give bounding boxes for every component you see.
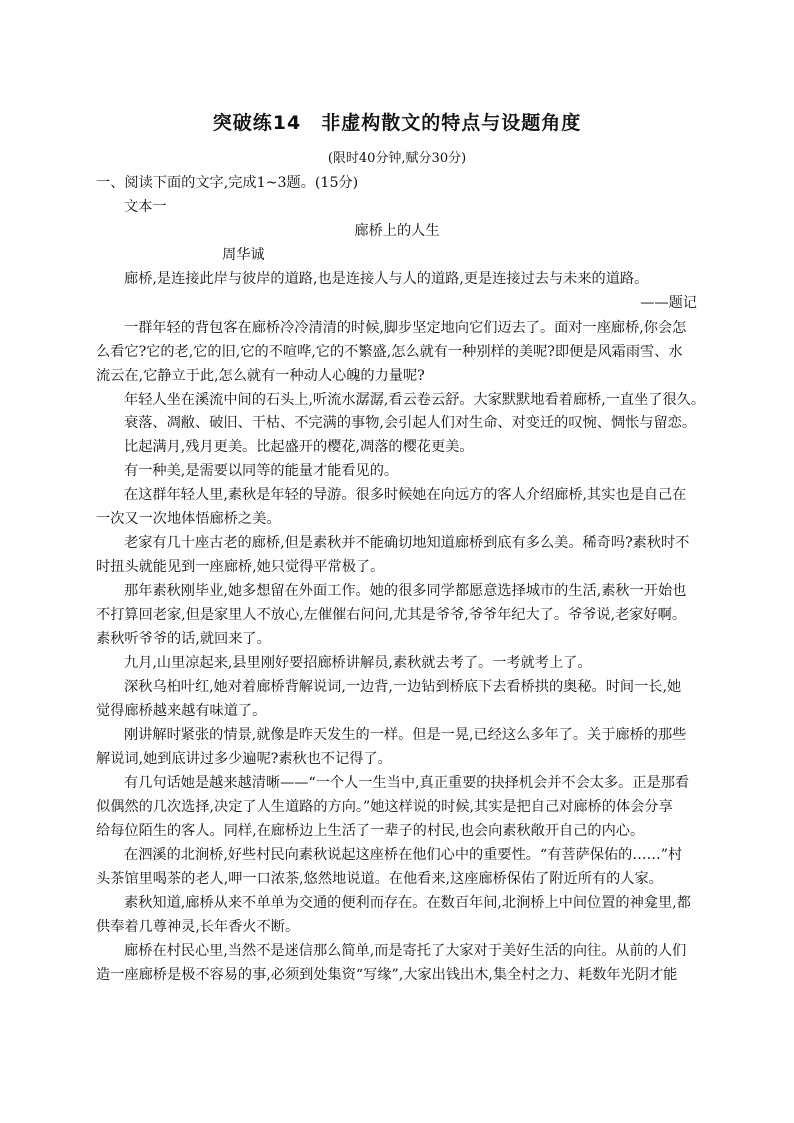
body-line: 么看它?它的老,它的旧,它的不喧哗,它的不繁盛,怎么就有一种别样的美呢?即便是风霜雨雪、水: [96, 344, 683, 360]
time-limit-note: (限时40分钟,赋分30分): [327, 151, 467, 166]
body-line: 觉得廊桥越来越有味道了。: [96, 703, 267, 719]
body-line: 年轻人坐在溪流中间的石头上,听流水潺潺,看云卷云舒。大家默默地看着廊桥,一直坐了很久。: [124, 392, 706, 408]
body-line: 有一种美,是需要以同等的能量才能看见的。: [124, 463, 399, 479]
epigraph: 廊桥,是连接此岸与彼岸的道路,也是连接人与人的道路,更是连接过去与未来的道路。: [124, 271, 649, 287]
body-line: 素秋听爷爷的话,就回来了。: [96, 631, 271, 647]
body-line: 头茶馆里喝茶的老人,呷一口浓茶,悠然地说道。在他看来,这座廊桥保佑了附近所有的人家。: [96, 871, 663, 887]
body-line: 素秋知道,廊桥从来不单单为交通的便利而存在。在数百年间,北涧桥上中间位置的神龛里,都: [124, 895, 691, 911]
body-line: 给每位陌生的客人。同样,在廊桥边上生活了一辈子的村民,也会向素秋敞开自己的内心。: [96, 823, 645, 839]
body-line: 解说词,她到底讲过多少遍呢?素秋也不记得了。: [96, 751, 392, 767]
body-line: 九月,山里凉起来,县里刚好要招廊桥讲解员,素秋就去考了。一考就考上了。: [124, 655, 592, 671]
article-title: 廊桥上的人生: [354, 223, 440, 239]
body-line: 时扭头就能见到一座廊桥,她只觉得平常极了。: [96, 559, 385, 575]
text-label: 文本一: [124, 199, 167, 215]
body-line: 深秋乌桕叶红,她对着廊桥背解说词,一边背,一边钻到桥底下去看桥拱的奥秘。时间一长,她: [124, 679, 682, 695]
epigraph-attribution: ——题记: [640, 295, 697, 311]
body-line: 不打算回老家,但是家里人不放心,左催催右问问,尤其是爷爷,爷爷年纪大了。爷爷说,老家好啊。: [96, 607, 687, 623]
page-title: 突破练14 非虚构散文的特点与设题角度: [212, 112, 582, 134]
body-line: 廊桥在村民心里,当然不是迷信那么简单,而是寄托了大家对于美好生活的向往。从前的人们: [124, 943, 687, 959]
article-author: 周华诚: [222, 247, 265, 263]
body-line: 刚讲解时紧张的情景,就像是昨天发生的一样。但是一晃,已经这么多年了。关于廊桥的那些: [124, 727, 687, 743]
body-line: 在泗溪的北涧桥,好些村民向素秋说起这座桥在他们心中的重要性。“有菩萨保佑的……”村: [124, 847, 683, 863]
body-line: 一次又一次地体悟廊桥之美。: [96, 511, 281, 527]
body-line: 供奉着几尊神灵,长年香火不断。: [96, 919, 300, 935]
body-line: 一群年轻的背包客在廊桥冷冷清清的时候,脚步坚定地向它们迈去了。面对一座廊桥,你会怎: [124, 320, 687, 336]
body-line: 那年素秋刚毕业,她多想留在外面工作。她的很多同学都愿意选择城市的生活,素秋一开始也: [124, 583, 687, 599]
body-line: 有几句话她是越来越清晰——“一个人一生当中,真正重要的抉择机会并不会太多。正是那看: [124, 775, 690, 791]
body-line: 似偶然的几次选择,决定了人生道路的方向。”她这样说的时候,其实是把自己对廊桥的体会分享: [96, 799, 673, 815]
body-line: 流云在,它静立于此,怎么就有一种动人心魄的力量呢?: [96, 368, 425, 384]
body-line: 老家有几十座古老的廊桥,但是素秋并不能确切地知道廊桥到底有多么美。稀奇吗?素秋时不: [124, 535, 690, 551]
section-heading: 一、阅读下面的文字,完成1~3题。(15分): [96, 175, 359, 191]
body-line: 在这群年轻人里,素秋是年轻的导游。很多时候她在向远方的客人介绍廊桥,其实也是自己在: [124, 487, 687, 503]
body-line: 衰落、凋敝、破旧、干枯、不完满的事物,会引起人们对生命、对变迁的叹惋、惆怅与留恋。: [124, 415, 697, 431]
body-line: 比起满月,残月更美。比起盛开的樱花,凋落的樱花更美。: [124, 439, 474, 455]
body-line: 造一座廊桥是极不容易的事,必须到处集资“写缘”,大家出钱出木,集全村之力、耗数年光阴才能: [96, 967, 678, 983]
